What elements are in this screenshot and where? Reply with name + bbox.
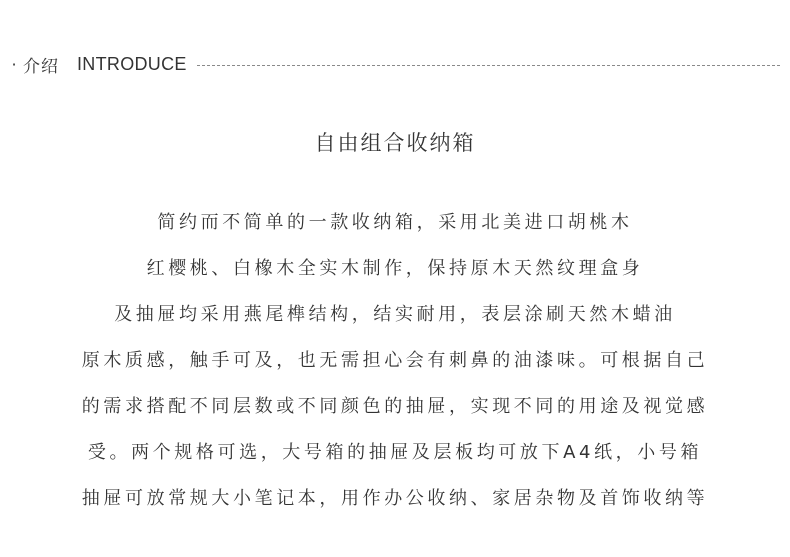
section-header — [0, 52, 790, 76]
description-line: 受。两个规格可选，大号箱的抽屉及层板均可放下A4纸，小号箱 — [87, 442, 703, 463]
dashed-divider — [197, 65, 780, 66]
bullet-dot: · — [11, 54, 17, 74]
description-line: 抽屉可放常规大小笔记本，用作办公收纳、家居杂物及首饰收纳等 — [81, 488, 709, 509]
description-line: 的需求搭配不同层数或不同颜色的抽屉，实现不同的用途及视觉感 — [81, 396, 709, 417]
description-line: 简约而不简单的一款收纳箱，采用北美进口胡桃木 — [157, 212, 633, 233]
description-block — [0, 200, 790, 522]
section-label-en: INTRODUCE — [77, 53, 187, 74]
description-line: 及抽屉均采用燕尾榫结构，结实耐用，表层涂刷天然木蜡油 — [114, 304, 676, 325]
description-line: 红樱桃、白橡木全实木制作，保持原木天然纹理盒身 — [146, 258, 644, 279]
description-line: 原木质感，触手可及，也无需担心会有刺鼻的油漆味。可根据自己 — [81, 350, 709, 371]
section-label-cn: 介绍 — [23, 56, 59, 77]
product-title: 自由组合收纳箱 — [314, 131, 476, 155]
